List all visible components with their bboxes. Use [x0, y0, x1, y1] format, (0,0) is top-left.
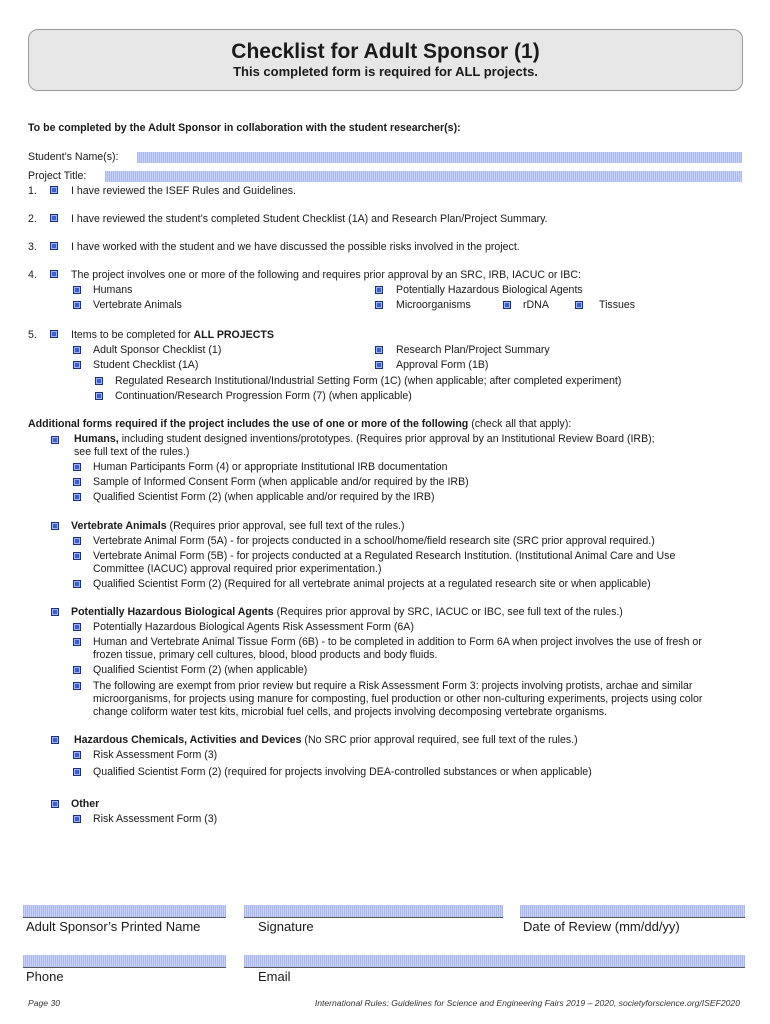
hazardous-form-checkbox[interactable] — [73, 768, 81, 776]
microorganisms-label: Microorganisms — [396, 299, 471, 311]
project-title-field[interactable] — [105, 171, 742, 182]
tissues-label: Tissues — [599, 299, 636, 311]
item-4-text: The project involves one or more of the following and requires prior approval by an SRC, IRB, IACUC or IBC: — [71, 269, 581, 281]
page-number: Page 30 — [28, 998, 61, 1008]
other-section-title: Other — [71, 798, 100, 810]
vertebrate-form-checkbox[interactable] — [73, 537, 81, 545]
other-form-checkbox[interactable] — [73, 815, 81, 823]
humans-form-checkbox[interactable] — [73, 493, 81, 501]
hazardous-form-label: Risk Assessment Form (3) — [93, 749, 218, 761]
item-1-text: I have reviewed the ISEF Rules and Guidelines. — [71, 185, 296, 197]
item-4-checkbox[interactable] — [50, 270, 58, 278]
tissues-checkbox[interactable] — [575, 301, 583, 309]
regulated-checkbox[interactable] — [95, 377, 103, 385]
phba-form-checkbox[interactable] — [73, 666, 81, 674]
research-plan-checkbox[interactable] — [375, 346, 383, 354]
phba-form-label: The following are exempt from prior review but require a Risk Assessment Form 3: projects involving protists, archae and similar — [93, 680, 693, 692]
phba-form-label: Qualified Scientist Form (2) (when applicable) — [93, 664, 308, 676]
microorganisms-checkbox[interactable] — [375, 301, 383, 309]
printed-name-label: Adult Sponsor’s Printed Name — [26, 919, 201, 934]
form-subtitle: This completed form is required for ALL projects. — [233, 64, 538, 79]
research-plan-label: Research Plan/Project Summary — [396, 344, 550, 356]
phba-form-checkbox[interactable] — [73, 623, 81, 631]
item-5-bold: ALL PROJECTS — [193, 329, 274, 341]
vertebrate-form-checkbox[interactable] — [73, 580, 81, 588]
email-rule — [244, 967, 745, 968]
phba-form-label: Potentially Hazardous Biological Agents Risk Assessment Form (6A) — [93, 621, 414, 633]
item-5-checkbox[interactable] — [50, 330, 58, 338]
item-number: 3. — [28, 241, 37, 253]
humans-section-checkbox[interactable] — [51, 436, 59, 444]
email-label: Email — [258, 969, 291, 984]
phba-section-rest: (Requires prior approval by SRC, IACUC or IBC, see full text of the rules.) — [273, 606, 623, 618]
humans-form-label: Human Participants Form (4) or appropriate Institutional IRB documentation — [93, 461, 448, 473]
adult-sponsor-label: Adult Sponsor Checklist (1) — [93, 344, 222, 356]
hazardous-section-bold: Hazardous Chemicals, Activities and Devices — [74, 734, 302, 746]
vertebrate-section-title — [71, 520, 404, 534]
phba-section-bold: Potentially Hazardous Biological Agents — [71, 606, 274, 618]
phba-form-label: Human and Vertebrate Animal Tissue Form (6B) - to be completed in addition to Form 6A when project involves the use of fresh or — [93, 636, 702, 648]
continuation-checkbox[interactable] — [95, 392, 103, 400]
humans-label: Humans — [93, 284, 133, 296]
student-names-field[interactable] — [137, 152, 742, 163]
student-checklist-checkbox[interactable] — [73, 361, 81, 369]
phba-checkbox[interactable] — [375, 286, 383, 294]
phba-form-checkbox[interactable] — [73, 638, 81, 646]
footer-citation: International Rules: Guidelines for Science and Engineering Fairs 2019 – 2020, societyforscience.org/ISEF2020 — [314, 998, 740, 1008]
phone-rule — [23, 967, 226, 968]
item-number: 5. — [28, 329, 37, 341]
humans-section-rest: including student designed inventions/prototypes. (Requires prior approval by an Institutional Review Board (IRB); — [118, 433, 655, 445]
hazardous-form-checkbox[interactable] — [73, 751, 81, 759]
humans-section-title — [74, 433, 655, 447]
item-2-text: I have reviewed the student’s completed Student Checklist (1A) and Research Plan/Project Summary. — [71, 213, 548, 225]
humans-section-bold: Humans, — [74, 433, 119, 445]
approval-form-label: Approval Form (1B) — [396, 359, 489, 371]
date-rule — [520, 917, 745, 918]
approval-form-checkbox[interactable] — [375, 361, 383, 369]
vertebrate-section-checkbox[interactable] — [51, 522, 59, 530]
additional-heading-bold: Additional forms required if the project includes the use of one or more of the following — [28, 418, 469, 430]
item-1-checkbox[interactable] — [50, 186, 58, 194]
phone-label: Phone — [26, 969, 64, 984]
printed-name-rule — [23, 917, 226, 918]
humans-form-label: Qualified Scientist Form (2) (when applicable and/or required by the IRB) — [93, 491, 435, 503]
hazardous-section-checkbox[interactable] — [51, 736, 59, 744]
signature-rule — [244, 917, 503, 918]
phba-form-label-cont: frozen tissue, primary cell cultures, blood, blood products and body fluids. — [93, 649, 438, 661]
humans-section-rest-2: see full text of the rules.) — [74, 446, 190, 458]
item-number: 4. — [28, 269, 37, 281]
item-3-text: I have worked with the student and we have discussed the possible risks involved in the project. — [71, 241, 520, 253]
phba-form-label-cont: change coliform water test kits, microbial fuel cells, and projects involving decomposing vertebrate organisms. — [93, 706, 608, 718]
adult-sponsor-checkbox[interactable] — [73, 346, 81, 354]
project-title-label: Project Title: — [28, 170, 87, 182]
vertebrate-form-label: Qualified Scientist Form (2) (Required for all vertebrate animal projects at a regulated research site or when applicable) — [93, 578, 651, 590]
item-number: 1. — [28, 185, 37, 197]
date-label: Date of Review (mm/dd/yy) — [523, 919, 680, 934]
vertebrate-form-label: Vertebrate Animal Form (5B) - for projects conducted at a Regulated Research Institution. (Institutional Animal Care and Use — [93, 550, 676, 562]
vertebrate-form-label-cont: Committee (IACUC) approval required prior experimentation.) — [93, 563, 382, 575]
regulated-label: Regulated Research Institutional/Industrial Setting Form (1C) (when applicable; after completed experiment) — [115, 375, 622, 387]
email-field[interactable] — [244, 955, 745, 967]
additional-heading-rest: (check all that apply): — [468, 418, 572, 430]
form-title: Checklist for Adult Sponsor (1) — [231, 40, 540, 63]
humans-form-label: Sample of Informed Consent Form (when applicable and/or required by the IRB) — [93, 476, 469, 488]
date-field[interactable] — [520, 905, 745, 917]
item-5-text — [71, 329, 274, 343]
vertebrate-section-rest: (Requires prior approval, see full text of the rules.) — [166, 520, 405, 532]
other-section-checkbox[interactable] — [51, 800, 59, 808]
intro-text: To be completed by the Adult Sponsor in collaboration with the student researcher(s): — [28, 122, 461, 134]
item-5-prefix: Items to be completed for — [71, 329, 194, 341]
form-header — [28, 29, 743, 91]
phba-section-title — [71, 606, 623, 620]
vertebrate-form-checkbox[interactable] — [73, 552, 81, 560]
humans-form-checkbox[interactable] — [73, 478, 81, 486]
vertebrate-section-bold: Vertebrate Animals — [71, 520, 167, 532]
humans-form-checkbox[interactable] — [73, 463, 81, 471]
signature-field[interactable] — [244, 905, 503, 917]
rdna-label: rDNA — [523, 299, 549, 311]
item-2-checkbox[interactable] — [50, 214, 58, 222]
item-3-checkbox[interactable] — [50, 242, 58, 250]
phba-form-checkbox[interactable] — [73, 682, 81, 690]
hazardous-section-title — [74, 734, 578, 748]
printed-name-field[interactable] — [23, 905, 226, 917]
hazardous-section-rest: (No SRC prior approval required, see full text of the rules.) — [301, 734, 578, 746]
student-checklist-label: Student Checklist (1A) — [93, 359, 199, 371]
vertebrate-checkbox[interactable] — [73, 301, 81, 309]
vertebrate-form-label: Vertebrate Animal Form (5A) - for projects conducted in a school/home/field research site (SRC prior approval required.) — [93, 535, 655, 547]
phone-field[interactable] — [23, 955, 226, 967]
student-names-label: Student’s Name(s): — [28, 151, 119, 163]
continuation-label: Continuation/Research Progression Form (7) (when applicable) — [115, 390, 412, 402]
phba-section-checkbox[interactable] — [51, 608, 59, 616]
humans-checkbox[interactable] — [73, 286, 81, 294]
signature-label: Signature — [258, 919, 314, 934]
item-number: 2. — [28, 213, 37, 225]
additional-heading — [28, 418, 571, 432]
phba-form-label-cont: microorganisms, for projects using manure for composting, fuel production or other non-culturing experiments, projects using color — [93, 693, 703, 705]
rdna-checkbox[interactable] — [503, 301, 511, 309]
hazardous-form-label: Qualified Scientist Form (2) (required for projects involving DEA-controlled substances or when applicable) — [93, 766, 592, 778]
other-form-label: Risk Assessment Form (3) — [93, 813, 218, 825]
vertebrate-label: Vertebrate Animals — [93, 299, 182, 311]
phba-label: Potentially Hazardous Biological Agents — [396, 284, 583, 296]
